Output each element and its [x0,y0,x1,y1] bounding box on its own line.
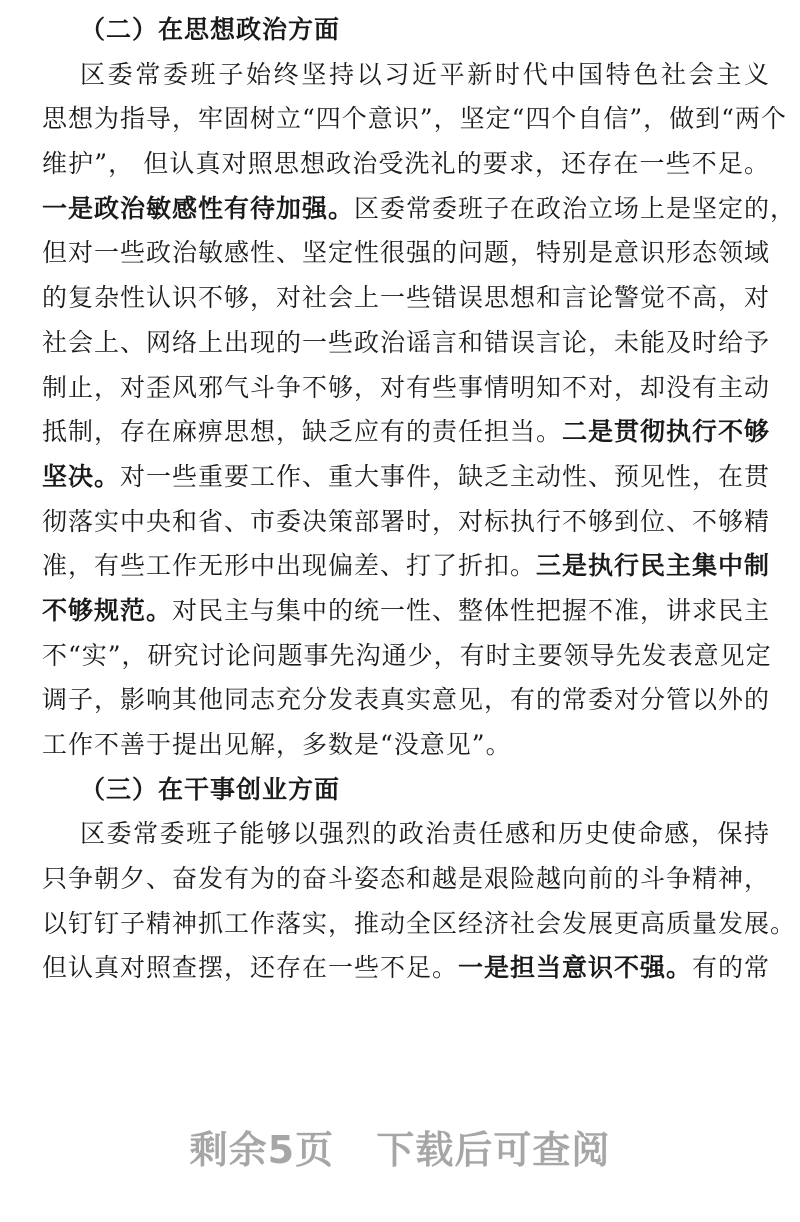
section-heading [42,8,770,53]
body-text: 对民主与集中的统一性、整体性把握不准，讲求民主 [172,595,771,625]
body-text: 思想为指导，牢固树立“四个意识”，坚定“四个自信”，做到“两个 [42,104,787,134]
text-line [42,857,770,902]
body-text: 只争朝夕、奋发有为的奋斗姿态和越是艰险越向前的斗争精神， [42,864,771,894]
text-line [42,812,770,857]
text-line [42,321,770,366]
body-text: 但对一些政治敏感性、坚定性很强的问题，特别是意识形态领域 [42,238,771,268]
bold-text: 三是执行民主集中制 [536,551,771,581]
body-text: 有的常 [692,953,771,983]
text-line [42,366,770,411]
body-text: 对一些重要工作、重大事件，缺乏主动性、预见性，在贯 [120,461,771,491]
text-line [42,544,770,589]
section-heading [42,768,770,813]
body-text: 抵制，存在麻痹思想，缺乏应有的责任担当。 [42,417,563,447]
body-text: 准，有些工作无形中出现偏差、打了折扣。 [42,551,537,581]
body-text: 维护”， 但认真对照思想政治受洗礼的要求，还存在一些不足。 [42,149,770,179]
body-text: 不“实”，研究讨论问题事先沟通少，有时主要领导先发表意见定 [42,640,772,670]
body-text: 社会上、网络上出现的一些政治谣言和错误言论，未能及时给予 [42,327,771,357]
bold-text: 一是担当意识不强。 [458,953,693,983]
text-line [42,946,770,991]
body-text: 以钉钉子精神抓工作落实，推动全区经济社会发展更高质量发展。 [42,908,797,938]
body-text: 制止，对歪风邪气斗争不够，对有些事情明知不对，却没有主动 [42,372,771,402]
text-line [42,231,770,276]
document-body [42,8,797,991]
remaining-pages-text: 剩余5页 [189,1128,335,1172]
text-line [42,500,770,545]
body-text: 区委常委班子在政治立场上是坚定的， [354,193,797,223]
body-text: 彻落实中央和省、市委决策部署时，对标执行不够到位、不够精 [42,506,771,536]
bold-text: （三）在干事创业方面 [80,774,341,804]
body-text: 但认真对照查摆，还存在一些不足。 [42,953,459,983]
text-line [42,678,770,723]
body-text: 的复杂性认识不够，对社会上一些错误思想和言论警觉不高，对 [42,283,771,313]
body-text: 区委常委班子能够以强烈的政治责任感和历史使命感，保持 [80,819,770,849]
text-line [42,276,770,321]
text-line [42,97,787,142]
text-line [42,589,770,634]
text-line [42,902,797,947]
text-line [42,53,770,98]
download-prompt[interactable] [0,1119,800,1174]
download-to-view-text: 下载后可查阅 [376,1128,611,1172]
bold-text: 不够规范。 [42,595,173,625]
body-text: 调子，影响其他同志充分发表真实意见，有的常委对分管以外的 [42,685,771,715]
text-line [42,187,797,232]
bold-text: （二）在思想政治方面 [80,15,341,44]
bold-text: 坚决。 [42,461,121,491]
text-line [42,410,770,455]
text-line [42,634,770,679]
bold-text: 二是贯彻执行不够 [562,417,771,447]
body-text: 区委常委班子始终坚持以习近平新时代中国特色社会主义 [80,59,770,89]
body-text: 工作不善于提出见解，多数是“没意见”。 [42,730,512,759]
text-line [42,723,770,768]
bold-text: 一是政治敏感性有待加强。 [42,193,355,223]
text-line [42,142,770,187]
text-line [42,455,770,500]
